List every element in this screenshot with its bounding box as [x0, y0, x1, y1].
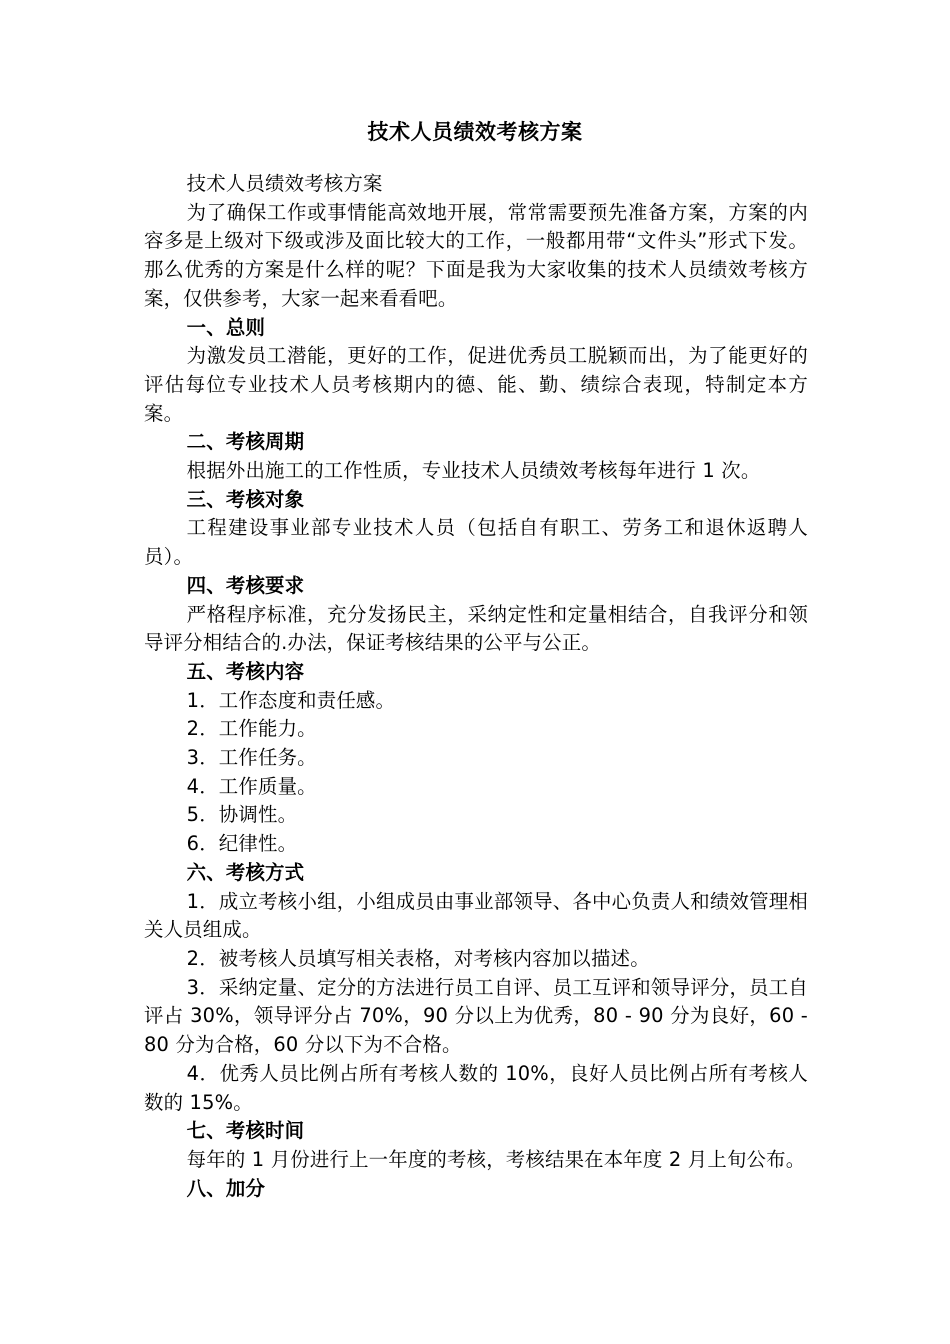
list-item: 3．采纳定量、定分的方法进行员工自评、员工互评和领导评分，员工自评占 30%，领导评分占 70%，90 分以上为优秀，80 - 90 分为良好，60 - 80 分为合格，60 分以下为不合格。 — [144, 975, 808, 1057]
list-item: 1．工作态度和责任感。 — [186, 688, 396, 712]
section-paragraph: 严格程序标准，充分发扬民主，采纳定性和定量相结合，自我评分和领导评分相结合的.办法，保证考核结果的公平与公正。 — [144, 602, 808, 655]
list-item: 4．工作质量。 — [186, 774, 317, 798]
section-paragraph: 工程建设事业部专业技术人员（包括自有职工、劳务工和退休返聘人员）。 — [144, 516, 808, 569]
list-item: 2．被考核人员填写相关表格，对考核内容加以描述。 — [186, 946, 650, 970]
document-body — [144, 170, 808, 1203]
section-heading-method: 六、考核方式 — [186, 860, 305, 884]
intro-paragraph: 为了确保工作或事情能高效地开展，常常需要预先准备方案，方案的内容多是上级对下级或涉及面比较大的工作，一般都用带“文件头”形式下发。那么优秀的方案是什么样的呢？下面是我为大家收集的技术人员绩效考核方案，仅供参考，大家一起来看看吧。 — [144, 200, 808, 310]
section-paragraph: 根据外出施工的工作性质，专业技术人员绩效考核每年进行 1 次。 — [186, 459, 761, 483]
section-heading-content: 五、考核内容 — [186, 659, 305, 683]
list-item: 2．工作能力。 — [186, 717, 317, 741]
section-heading-bonus: 八、加分 — [186, 1176, 266, 1200]
document-title: 技术人员绩效考核方案 — [367, 120, 583, 144]
section-heading-target: 三、考核对象 — [186, 487, 305, 511]
section-paragraph: 每年的 1 月份进行上一年度的考核，考核结果在本年度 2 月上旬公布。 — [186, 1147, 806, 1171]
section-heading-general: 一、总则 — [186, 315, 266, 339]
list-item: 5．协调性。 — [186, 803, 298, 827]
list-item: 3．工作任务。 — [186, 746, 317, 770]
section-heading-requirements: 四、考核要求 — [186, 573, 305, 597]
list-item: 4．优秀人员比例占所有考核人数的 10%，良好人员比例占所有考核人数的 15%。 — [144, 1061, 808, 1114]
subtitle-paragraph: 技术人员绩效考核方案 — [186, 172, 383, 195]
section-paragraph: 为激发员工潜能，更好的工作，促进优秀员工脱颖而出，为了能更好的评估每位专业技术人员考核期内的德、能、勤、绩综合表现，特制定本方案。 — [144, 344, 808, 425]
list-item: 1．成立考核小组，小组成员由事业部领导、各中心负责人和绩效管理相关人员组成。 — [144, 889, 808, 942]
section-heading-cycle: 二、考核周期 — [186, 430, 305, 454]
section-heading-time: 七、考核时间 — [186, 1119, 305, 1143]
list-item: 6．纪律性。 — [186, 832, 298, 856]
